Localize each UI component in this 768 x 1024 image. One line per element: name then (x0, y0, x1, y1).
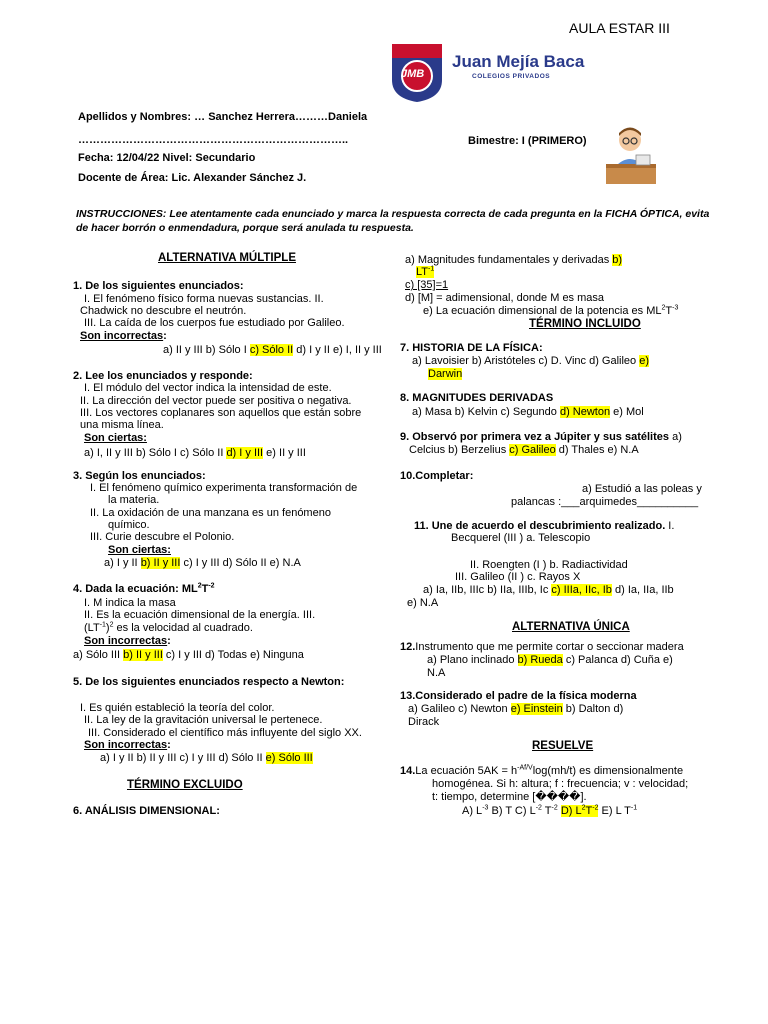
q5-answer: e) Sólo III (265, 752, 313, 764)
q10-line: a) Estudió a las poleas y (582, 483, 702, 495)
instructions: INSTRUCCIONES: Lee atentamente cada enunciado y marca la respuesta correcta de cada pregunta en la FICHA ÓPTICA, evita de hacer borrón o enmendadura, porque será anulada tu respuesta. (76, 208, 710, 234)
logo-subtitle: COLEGIOS PRIVADOS (472, 73, 551, 80)
q3-options: a) I y II b) II y III c) I y III d) Sólo II e) N.A (104, 557, 301, 569)
q5-options: a) I y II b) II y III c) I y III d) Sólo II e) Sólo III (100, 752, 313, 764)
q11-options: a) Ia, IIb, IIIc b) IIa, IIIb, Ic c) IIIa, IIc, Ib d) Ia, IIa, IIb (423, 584, 674, 596)
q14-answer: D) $L^2T^{-2}$ (560, 804, 599, 817)
section-termino-incluido: TÉRMINO INCLUIDO (529, 318, 641, 330)
q8-title: 8. MAGNITUDES DERIVADAS (400, 392, 554, 404)
q7-answer: e) (639, 355, 649, 367)
q6-answer: b) (612, 254, 623, 266)
q4-line: I. M indica la masa (84, 597, 176, 609)
q12-title: 12.Instrumento que me permite cortar o seccionar madera (400, 641, 684, 653)
q14-statement: 14.La ecuación $5AK = h^{-Af/V}\log(mh/t)$ es dimensionalmente (400, 764, 684, 777)
q1-title: 1. De los siguientes enunciados: (73, 280, 244, 292)
q8-options: a) Masa b) Kelvin c) Segundo d) Newton e) Mol (412, 406, 644, 418)
q4-line: $(LT^{-1})^2$ es la velocidad al cuadrado. (84, 621, 253, 634)
q3-line: la materia. (108, 494, 160, 506)
docente: Docente de Área: Lic. Alexander Sánchez J. (78, 172, 307, 184)
q12-answer: b) Rueda (517, 654, 563, 666)
q6-title: 6. ANÁLISIS DIMENSIONAL: (73, 805, 220, 817)
q14-line: homogénea. Si h: altura; f : frecuencia; v : velocidad; (432, 778, 689, 790)
dotted-line: ……………………………………………………………….. (78, 134, 349, 146)
q13-title: 13.Considerado el padre de la física moderna (400, 690, 637, 702)
q1-line: I. El fenómeno físico forma nuevas sustancias. II. (84, 293, 324, 305)
q11-option-e: e) N.A (407, 597, 439, 609)
q13-answer: e) Einstein (510, 703, 563, 715)
q1-answer: c) Sólo II (249, 344, 294, 356)
q10-answer: palancas :___arquimedes__________ (511, 496, 699, 508)
q2-answer: d) I y III (226, 447, 264, 459)
q1-line: Chadwick no descubre el neutrón. (80, 305, 247, 317)
q8-answer: d) Newton (559, 406, 611, 418)
q5-line: II. La ley de la gravitación universal le pertenece. (84, 714, 323, 726)
q2-title: 2. Lee los enunciados y responde: (73, 370, 253, 382)
q3-title: 3. Según los enunciados: (73, 470, 206, 482)
q11-line: II. Roengten (I ) b. Radiactividad (470, 559, 628, 571)
q12-options: a) Plano inclinado b) Rueda c) Palanca d) Cuña e) (427, 654, 673, 666)
q6-option-d: d) [M] = adimensional, donde M es masa (405, 292, 605, 304)
q6-option-b: $LT^{-1}$ (416, 265, 435, 278)
bimestre: Bimestre: I (PRIMERO) (468, 135, 587, 147)
section-resuelve: RESUELVE (532, 740, 594, 752)
q4-title: 4. Dada la ecuación: $ML^2T^{-2}$ (73, 582, 215, 595)
teacher-at-desk-icon (600, 124, 662, 186)
q1-line: III. La caída de los cuerpos fue estudiado por Galileo. (84, 317, 345, 329)
logo-name: Juan Mejía Baca (452, 52, 585, 71)
q4-ask: Son incorrectas: (84, 635, 171, 647)
q7-options-cont: Darwin (428, 368, 463, 380)
q4-answer: b) II y III (123, 649, 163, 661)
q2-ask: Son ciertas: (84, 432, 147, 444)
aula-label: AULA ESTAR III (569, 20, 670, 36)
q2-line: III. Los vectores coplanares son aquellos que están sobre (80, 407, 362, 419)
q3-line: II. La oxidación de una manzana es un fenómeno (90, 507, 331, 519)
q11-line: Becquerel (III ) a. Telescopio (451, 532, 591, 544)
q4-options: a) Sólo III b) II y III c) I y III d) Todas e) Ninguna (73, 649, 304, 661)
q3-answer: b) II y III (140, 557, 181, 569)
q2-line: una misma línea. (80, 419, 164, 431)
q5-ask: Son incorrectas: (84, 739, 171, 751)
q1-options: a) II y III b) Sólo I c) Sólo II d) I y II e) I, II y III (163, 344, 382, 356)
q2-line: II. La dirección del vector puede ser positiva o negativa. (80, 395, 352, 407)
q5-line: I. Es quién estableció la teoría del color. (80, 702, 275, 714)
q14-options: A) $L^{-3}$ B) T C) $L^{-2}$ $T^{-2}$ D) $L^2T^{-2}$ E) L $T^{-1}$ (462, 804, 638, 817)
q2-line: I. El módulo del vector indica la intensidad de este. (84, 382, 332, 394)
q9-title: 9. Observó por primera vez a Júpiter y sus satélites a) (400, 431, 682, 443)
q7-title: 7. HISTORIA DE LA FÍSICA: (400, 342, 543, 354)
fecha-nivel: Fecha: 12/04/22 Nivel: Secundario (78, 152, 256, 164)
student-name: Apellidos y Nombres: … Sanchez Herrera………Daniela (78, 111, 368, 123)
section-termino-excluido: TÉRMINO EXCLUIDO (127, 779, 243, 791)
q10-title: 10.Completar: (400, 470, 474, 482)
logo-initials: JMB (401, 68, 425, 80)
q4-line: II. Es la ecuación dimensional de la energía. III. (84, 609, 316, 621)
q11-line: III. Galileo (II ) c. Rayos X (455, 571, 581, 583)
q7-options: a) Lavoisier b) Aristóteles c) D. Vinc d) Galileo e) (412, 355, 649, 367)
q2-options: a) I, II y III b) Sólo I c) Sólo II d) I y III e) II y III (84, 447, 306, 459)
q11-title: 11. Une de acuerdo el descubrimiento realizado. I. (414, 520, 675, 532)
q11-answer: c) IIIa, IIc, Ib (551, 584, 612, 596)
school-logo (388, 40, 588, 104)
q1-ask: Son incorrectas: (80, 330, 167, 342)
q6-option-a: a) Magnitudes fundamentales y derivadas b) (405, 254, 623, 266)
q9-options: Celcius b) Berzelius c) Galileo d) Thales e) N.A (409, 444, 639, 456)
q12-option-e: N.A (427, 667, 446, 679)
q3-ask: Son ciertas: (108, 544, 171, 556)
q3-line: I. El fenómeno químico experimenta transformación de (90, 482, 358, 494)
q13-options: a) Galileo c) Newton e) Einstein b) Dalton d) (408, 703, 624, 715)
q5-title: 5. De los siguientes enunciados respecto a Newton: (73, 676, 345, 688)
section-alternativa-multiple: ALTERNATIVA MÚLTIPLE (158, 252, 296, 264)
q6-option-e: e) La ecuación dimensional de la potencia es $ML^2T^{-3}$ (423, 304, 679, 317)
q3-line: químico. (108, 519, 150, 531)
section-alternativa-unica: ALTERNATIVA ÚNICA (512, 621, 630, 633)
q5-line: III. Considerado el científico más influyente del siglo XX. (88, 727, 362, 739)
q13-option-e: Dirack (408, 716, 440, 728)
q3-line: III. Curie descubre el Polonio. (90, 531, 235, 543)
q6-option-c: c) [35]=1 (405, 279, 449, 291)
q14-line: t: tiempo, determine [����]. (432, 791, 587, 803)
q9-answer: c) Galileo (509, 444, 556, 456)
